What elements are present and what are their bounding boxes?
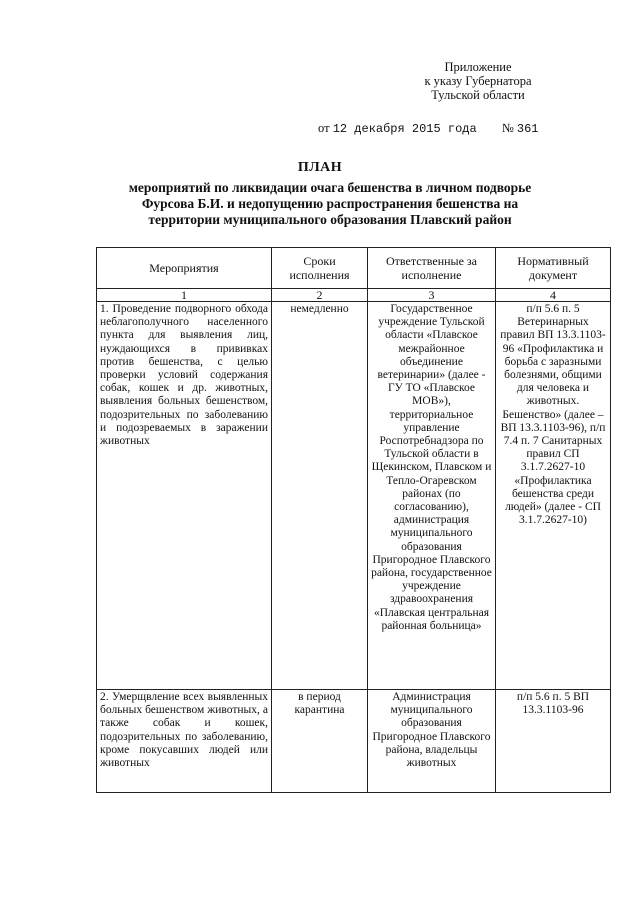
plan-table <box>96 247 611 793</box>
subtitle-line: мероприятий по ликвидации очага бешенства в личном подворье <box>128 180 532 195</box>
table-row <box>97 690 611 793</box>
table-row <box>97 302 611 690</box>
cell-responsible: Администрация муниципального образования Пригородное Плавского района, владельцы животных <box>368 690 496 793</box>
appendix-line: Тульской области <box>431 88 525 102</box>
appendix-line: Приложение <box>444 60 512 74</box>
cell-responsible: Государственное учреждение Тульской области «Плавское межрайонное объединение ветеринарии» (далее - ГУ ТО «Плавское МОВ»), территориальное управление Роспотребнадзора по Тульской области в Щекинском, Плавском и Тепло-Огаревском районах (по согласованию), администрация муниципального образования Пригородное Плавского района, государственное учреждение здравоохранения «Плавская центральная районная больница» <box>368 302 496 690</box>
column-number: 4 <box>496 289 611 302</box>
subtitle-line: Фурсова Б.И. и недопущению распространения бешенства на <box>141 196 519 211</box>
column-number: 1 <box>97 289 272 302</box>
column-header-measures: Мероприятия <box>97 248 272 289</box>
column-number: 3 <box>368 289 496 302</box>
cell-document: п/п 5.6 п. 5 Ветеринарных правил ВП 13.3.1103-96 «Профилактика и борьба с заразными болезнями, общими для человека и животных. Бешенство» (далее – ВП 13.3.1103-96), п/п 7.4 п. 7 Санитарных правил СП 3.1.7.2627-10 «Профилактика бешенства среди людей» (далее - СП 3.1.7.2627-10) <box>496 302 611 690</box>
column-header-terms: Сроки исполнения <box>272 248 368 289</box>
plan-subtitle <box>100 180 560 228</box>
cell-measure: 1. Проведение подворного обхода неблагополучного населенного пункта для выявления лиц, нуждающихся в прививках против бешенства, с целью проверки условий содержания собак, кошек и др. животных, выявления больных бешенством, подозрительных по заболеванию и подозреваемых в заражении животных <box>97 302 272 690</box>
subtitle-line: территории муниципального образования Плавский район <box>148 212 512 227</box>
decree-date-line <box>318 121 539 136</box>
appendix-block <box>388 60 568 102</box>
cell-term: в период карантина <box>272 690 368 793</box>
cell-measure: 2. Умерщвление всех выявленных больных бешенством животных, а также собак и кошек, подозрительных по заболеванию, кроме покусавших людей или животных <box>97 690 272 793</box>
decree-number: 361 <box>516 122 539 136</box>
date-prefix: от <box>318 121 330 135</box>
appendix-line: к указу Губернатора <box>424 74 532 88</box>
cell-term: немедленно <box>272 302 368 690</box>
column-header-document: Нормативный документ <box>496 248 611 289</box>
column-number: 2 <box>272 289 368 302</box>
column-number-row <box>97 289 611 302</box>
table-header-row <box>97 248 611 289</box>
decree-date: 12 декабря 2015 года <box>332 122 477 136</box>
number-label: № <box>501 121 514 135</box>
plan-title: ПЛАН <box>297 160 343 175</box>
column-header-responsible: Ответственные за исполнение <box>368 248 496 289</box>
cell-document: п/п 5.6 п. 5 ВП 13.3.1103-96 <box>496 690 611 793</box>
